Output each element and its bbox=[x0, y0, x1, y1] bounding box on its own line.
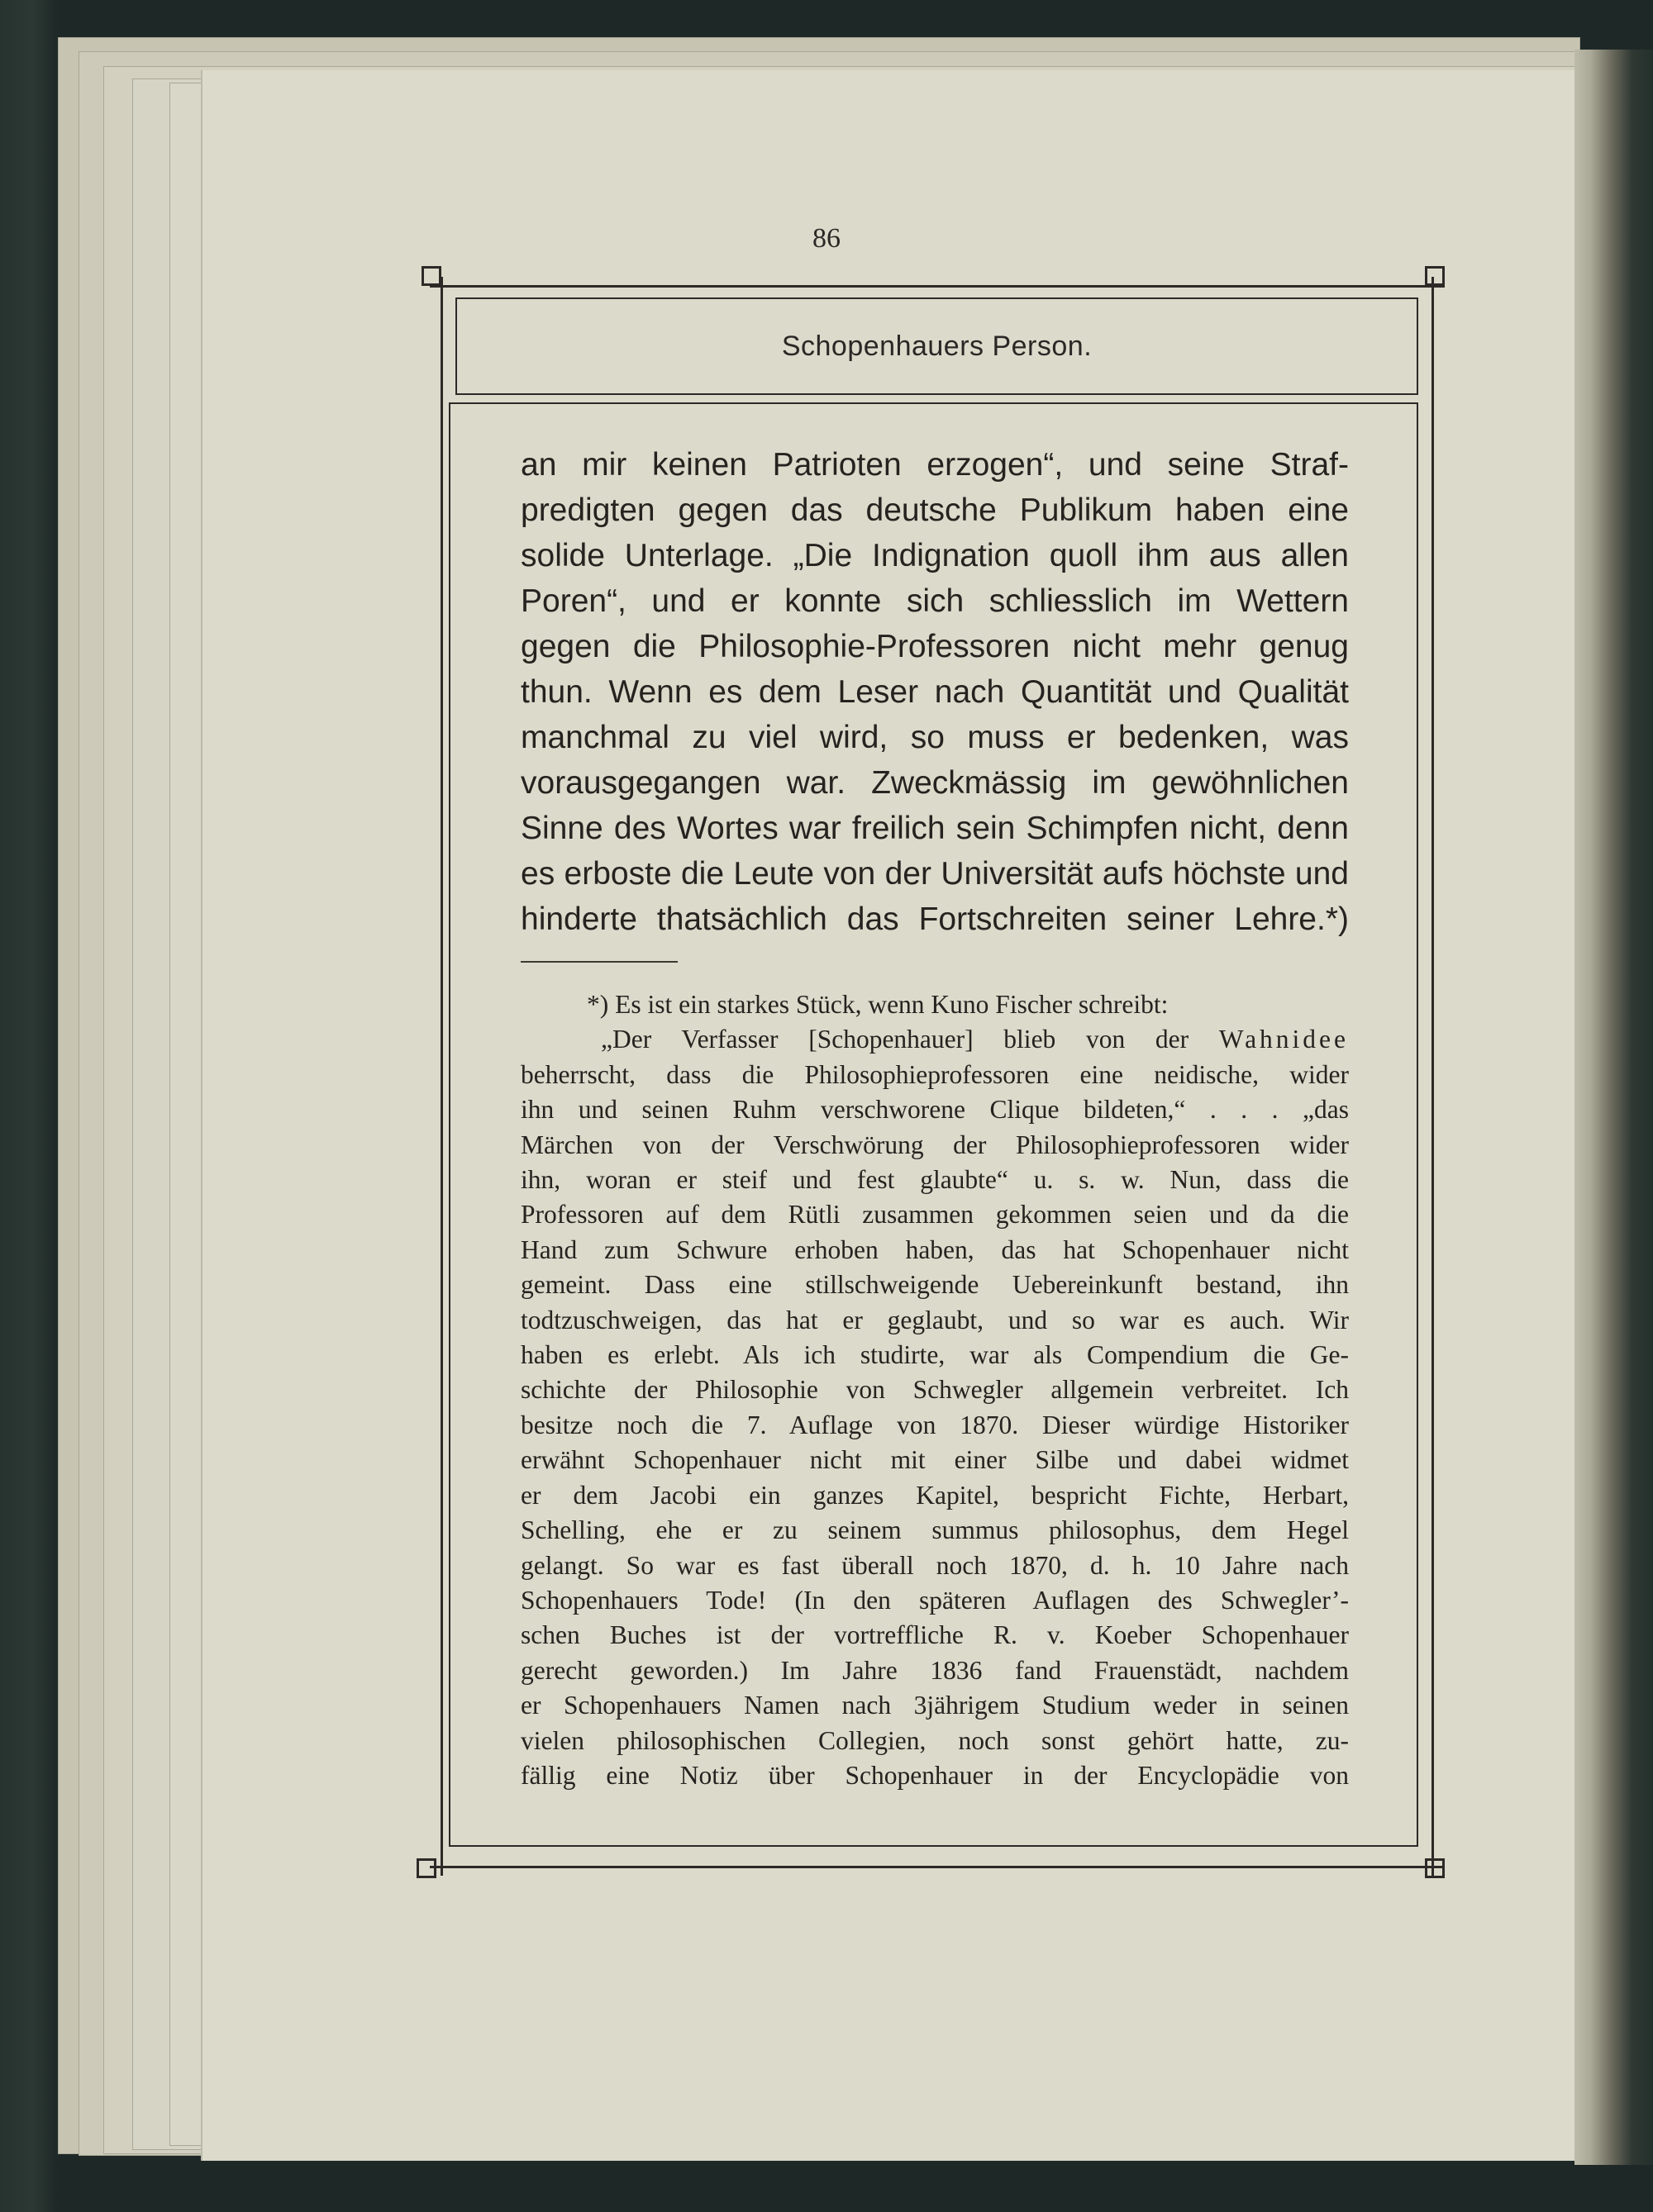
footnote-emphasis: Wahnidee bbox=[1218, 1025, 1350, 1054]
text-line: thun. Wenn es dem Leser nach Quantität und Qualität bbox=[521, 674, 1349, 710]
text-line: hinderte thatsächlich das Fortschreiten seiner Lehre.*) bbox=[521, 901, 1349, 937]
book-binding bbox=[1574, 50, 1653, 2165]
footnote-line: Schopenhauers Tode! (In den späteren Auflagen des Schwegler’- bbox=[521, 1585, 1349, 1615]
text-line: predigten gegen das deutsche Publikum haben eine bbox=[521, 492, 1349, 528]
footnote-line: *) Es ist ein starkes Stück, wenn Kuno Fischer schreibt: bbox=[587, 990, 1169, 1019]
frame-right-line bbox=[1431, 277, 1434, 1876]
frame-left-line bbox=[441, 277, 443, 1876]
frame-corner-top-right bbox=[1425, 266, 1445, 286]
footnote-line: todtzuschweigen, das hat er geglaubt, und so war es auch. Wir bbox=[521, 1305, 1349, 1334]
footnote-line: Hand zum Schwure erhoben haben, das hat Schopenhauer nicht bbox=[521, 1234, 1349, 1264]
text-line: manchmal zu viel wird, so muss er bedenken, was bbox=[521, 720, 1349, 755]
footnote-line: fällig eine Notiz über Schopenhauer in der Encyclopädie von bbox=[521, 1760, 1349, 1790]
footnote-line: gemeint. Dass eine stillschweigende Uebereinkunft bestand, ihn bbox=[521, 1270, 1349, 1300]
footnote-line: gerecht geworden.) Im Jahre 1836 fand Frauenstädt, nachdem bbox=[521, 1655, 1349, 1685]
main-text bbox=[521, 442, 1349, 942]
footnote bbox=[521, 987, 1349, 1793]
footnote-line bbox=[521, 1022, 1349, 1057]
footnote-line: besitze noch die 7. Auflage von 1870. Dieser würdige Historiker bbox=[521, 1410, 1349, 1439]
text-line: vorausgegangen war. Zweckmässig im gewöhnlichen bbox=[521, 765, 1349, 801]
footnote-rule bbox=[521, 961, 678, 963]
footnote-line: schichte der Philosophie von Schwegler allgemein verbreitet. Ich bbox=[521, 1375, 1349, 1405]
footnote-line: Professoren auf dem Rütli zusammen gekommen seien und da die bbox=[521, 1200, 1349, 1230]
footnote-line: er Schopenhauers Namen nach 3jährigem Studium weder in seinen bbox=[521, 1691, 1349, 1720]
footnote-line: haben es erlebt. Als ich studirte, war als Compendium die Ge- bbox=[521, 1340, 1349, 1370]
footnote-line: Märchen von der Verschwörung der Philosophieprofessoren wider bbox=[521, 1130, 1349, 1159]
footnote-line: erwähnt Schopenhauer nicht mit einer Silbe und dabei widmet bbox=[521, 1445, 1349, 1475]
footnote-line: schen Buches ist der vortreffliche R. v. Koeber Schopenhauer bbox=[521, 1620, 1349, 1650]
footnote-line: Schelling, ehe er zu seinem summus philosophus, dem Hegel bbox=[521, 1515, 1349, 1545]
frame-top-line bbox=[430, 285, 1445, 288]
footnote-line: ihn und seinen Ruhm verschworene Clique bildeten,“ . . . „das bbox=[521, 1095, 1349, 1125]
running-head: Schopenhauers Person. bbox=[781, 331, 1093, 362]
frame-corner-top-left bbox=[422, 266, 441, 286]
page-number: 86 bbox=[812, 223, 841, 254]
footnote-line: er dem Jacobi ein ganzes Kapitel, bespricht Fichte, Herbart, bbox=[521, 1480, 1349, 1510]
text-line: es erboste die Leute von der Universität aufs höchste und bbox=[521, 856, 1349, 892]
frame-corner-bottom-left bbox=[417, 1858, 436, 1878]
text-line: gegen die Philosophie-Professoren nicht mehr genug bbox=[521, 629, 1349, 664]
text-line: solide Unterlage. „Die Indignation quoll ihm aus allen bbox=[521, 538, 1349, 573]
footnote-line: vielen philosophischen Collegien, noch sonst gehört hatte, zu- bbox=[521, 1725, 1349, 1755]
footnote-line: gelangt. So war es fast überall noch 1870, d. h. 10 Jahre nach bbox=[521, 1550, 1349, 1580]
footnote-line: ihn, woran er steif und fest glaubte“ u. s. w. Nun, dass die bbox=[521, 1165, 1349, 1195]
text-line: an mir keinen Patrioten erzogen“, und seine Straf- bbox=[521, 447, 1349, 483]
frame-bottom-line bbox=[430, 1866, 1445, 1868]
footnote-text: „Der Verfasser [Schopenhauer] blieb von der bbox=[601, 1025, 1189, 1054]
footnote-line: beherrscht, dass die Philosophieprofessoren eine neidische, wider bbox=[521, 1059, 1349, 1089]
text-line: Poren“, und er konnte sich schliesslich im Wettern bbox=[521, 583, 1349, 619]
frame-corner-bottom-right bbox=[1425, 1858, 1445, 1878]
text-line: Sinne des Wortes war freilich sein Schimpfen nicht, denn bbox=[521, 811, 1349, 846]
